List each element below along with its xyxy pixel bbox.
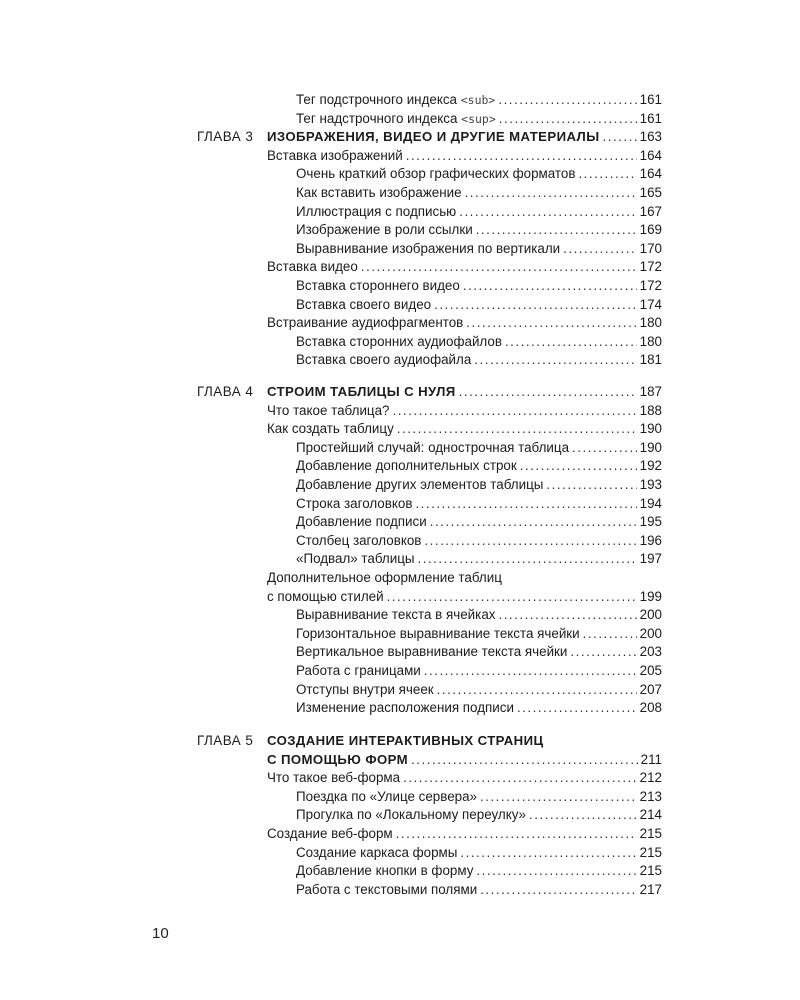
toc-entry: Иллюстрация с подписью ..... 167: [296, 203, 662, 222]
chapter-title: СТРОИМ ТАБЛИЦЫ С НУЛЯ: [267, 384, 456, 399]
toc-entry: «Подвал» таблицы ..... 197: [296, 550, 662, 569]
chapter-title: СОЗДАНИЕ ИНТЕРАКТИВНЫХ СТРАНИЦ: [267, 733, 544, 748]
toc-entry: Строка заголовков ..... 194: [296, 495, 662, 514]
toc-entry: Дополнительное оформление таблиц: [267, 570, 502, 585]
page-number: 10: [152, 925, 169, 942]
toc-entry-page: 211: [640, 751, 662, 767]
toc-entry: Создание веб-форм ..... 215: [267, 825, 662, 844]
toc-entry: Добавление других элементов таблицы ..... 193: [296, 476, 662, 495]
toc-entry: Как вставить изображение ..... 165: [296, 184, 662, 203]
toc-entry: Что такое таблица? ..... 188: [267, 402, 662, 421]
chapter-entry: [267, 383, 662, 402]
toc-entry: Вставка изображений ..... 164: [267, 147, 662, 166]
toc-entry: Вставка своего видео ..... 174: [296, 296, 662, 315]
toc-entry: Что такое веб-форма ..... 212: [267, 769, 662, 788]
toc-entry: Изображение в роли ссылки ..... 169: [296, 221, 662, 240]
toc-entry: Создание каркаса формы ..... 215: [296, 844, 662, 863]
toc-entry-title: Тег подстрочного индекса <sub>: [296, 92, 496, 107]
toc-entry: [296, 91, 662, 110]
chapter-entry: [267, 751, 662, 770]
toc-entry: [296, 110, 662, 129]
toc-entry: Работа с текстовыми полями ..... 217: [296, 881, 662, 900]
chapter-label: ГЛАВА 4: [197, 384, 254, 399]
toc-entry: Изменение расположения подписи ..... 208: [296, 699, 662, 718]
toc-entry: Простейший случай: однострочная таблица ..... 190: [296, 439, 662, 458]
toc-entry: Добавление кнопки в форму ..... 215: [296, 862, 662, 881]
toc-entry-title: Тег надстрочного индекса <sup>: [296, 110, 496, 126]
toc-entry-page: 161: [639, 92, 662, 107]
toc-entry: Столбец заголовков ..... 196: [296, 532, 662, 551]
chapter-entry: [267, 128, 662, 147]
chapter-title: С ПОМОЩЬЮ ФОРМ: [267, 751, 409, 767]
toc-entry: Выравнивание изображения по вертикали ..... 170: [296, 240, 662, 259]
toc-entry: Выравнивание текста в ячейках ..... 200: [296, 606, 662, 625]
toc-entry: Добавление подписи ..... 195: [296, 513, 662, 532]
toc-entry-page: 163: [639, 129, 662, 145]
toc-entry: Работа с границами ..... 205: [296, 662, 662, 681]
chapter-entry: [267, 732, 662, 751]
toc-entry: Отступы внутри ячеек ..... 207: [296, 681, 662, 700]
toc-entry: Поездка по «Улице сервера» ..... 213: [296, 788, 662, 807]
toc-entry: с помощью стилей ..... 199: [267, 588, 662, 607]
toc-entry: Добавление дополнительных строк ..... 192: [296, 457, 662, 476]
toc-entry: Прогулка по «Локальному переулку» ..... 214: [296, 806, 662, 825]
toc-entry: Очень краткий обзор графических форматов ..... 164: [296, 165, 662, 184]
toc-entry-page: 161: [639, 110, 662, 126]
chapter-label: ГЛАВА 5: [197, 733, 254, 748]
chapter-title: ИЗОБРАЖЕНИЯ, ВИДЕО И ДРУГИЕ МАТЕРИАЛЫ: [267, 129, 600, 145]
toc-entry: Вставка сторонних аудиофайлов ..... 180: [296, 333, 662, 352]
chapter-label: ГЛАВА 3: [197, 129, 254, 145]
toc-entry: Вставка своего аудиофайла ..... 181: [296, 351, 662, 370]
toc-entry: Вставка стороннего видео ..... 172: [296, 277, 662, 296]
toc-entry: Как создать таблицу ..... 190: [267, 420, 662, 439]
toc-entry: Горизонтальное выравнивание текста ячейки ..... 200: [296, 625, 662, 644]
toc-entry: Встраивание аудиофрагментов ..... 180: [267, 314, 662, 333]
toc-entry: Вставка видео ..... 172: [267, 258, 662, 277]
toc-entry-page: 187: [639, 384, 662, 399]
toc-entry: Вертикальное выравнивание текста ячейки ..... 203: [296, 643, 662, 662]
